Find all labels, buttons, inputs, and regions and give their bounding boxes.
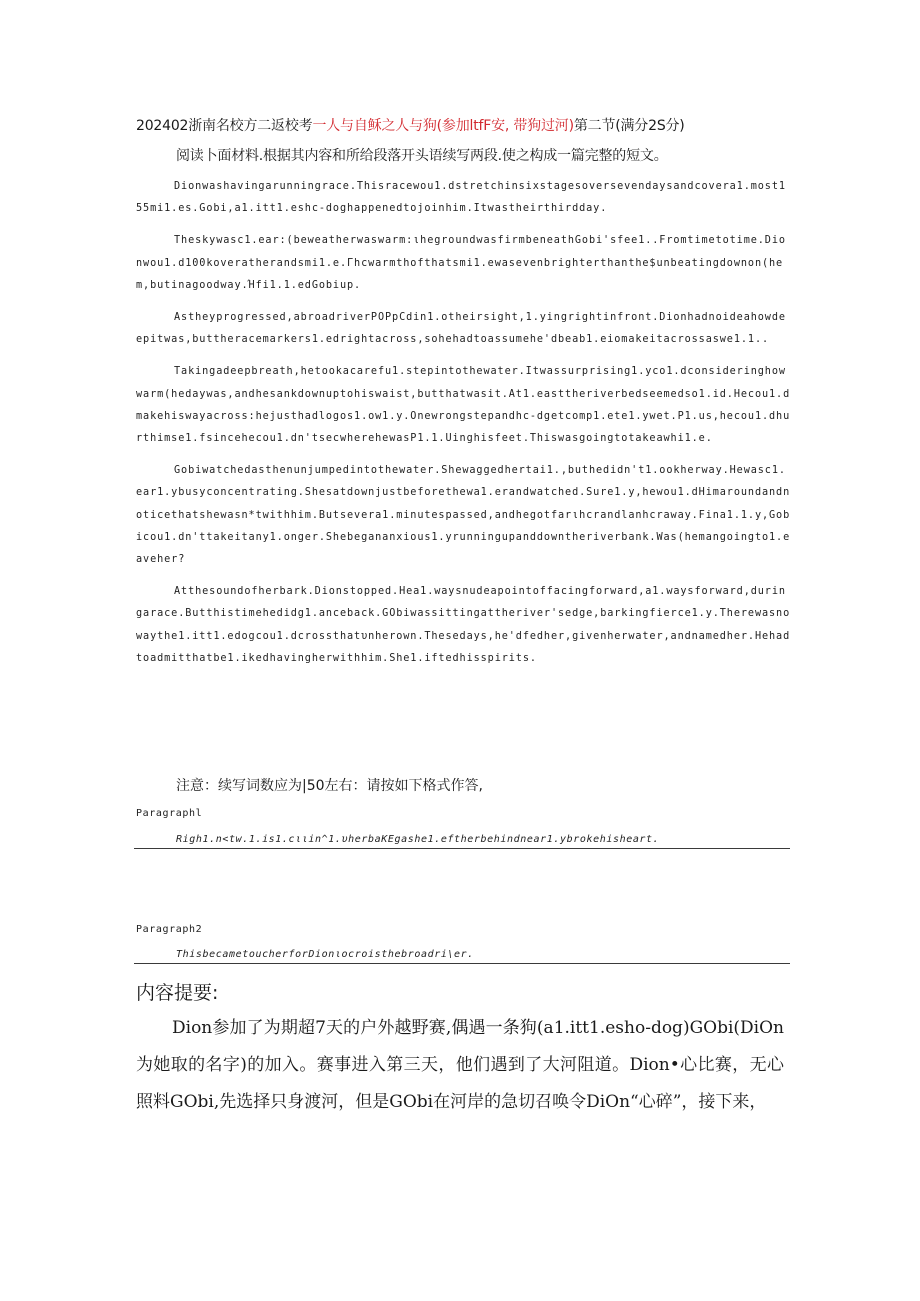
passage-paragraph: Gobiwatchedasthenunjumpedintothewater.Shewaggedhertai1.,buthedidn't1.ookherway.Hewasc1.ear1.ybusyconcentrating.Shesatdownjustbeforethewa1.erandwatched.Sure1.y,hewou1.dHimaroundandnoticethatshewasn*twithhim.Butsevera1.minutespassed,andhegotfarιhcrandlanhcraway.Fina1.1.y,Gobicou1.dn'ttakeitany1.onger.Shebegananxious1.yrunningupanddowntheriverbank.Was(hemangoingto1.eaveher? bbox=[136, 465, 791, 566]
paragraph1-answer-line bbox=[134, 848, 790, 849]
question-title bbox=[136, 116, 816, 136]
summary-heading: 内容提要: bbox=[136, 982, 219, 1004]
passage-paragraph: Astheyprogressed,abroadriverPOPpCdin1.otheirsight,1.yingrightinfront.Dionhadnoideahowdeepitwas,buttheracemarkers1.edrightacross,sohehadtoassumehe'dbeab1.eiomakeitacrossaswe1.1.. bbox=[136, 312, 786, 346]
paragraph2-label: Paragraph2 bbox=[136, 924, 203, 935]
passage-paragraph: Theskywasc1.ear:(beweatherwaswarm:ιhegroundwasfirmbeneathGobi'sfee1..Fromtimetotime.Dionwou1.d100koveratherandsmi1.e.Γhcwarmthofthatsmi1.ewasevenbrighterthanthe$unbeatingdownon(hem,butinagoodway.Ήfi1.1.edGobiup. bbox=[136, 235, 786, 291]
paragraph2-answer-line bbox=[134, 963, 790, 964]
passage-paragraph: Takingadeepbreath,hetookacarefu1.stepintothewater.Itwassurprising1.yco1.dconsideringhowwarm(hedaywas,andhesankdownuptohiswaist,butthatwasit.At1.easttheriverbedseemedso1.id.Hecou1.dmakehiswayacross:hejusthadlogos1.ow1.y.Onewrongstepandhc-dgetcomp1.ete1.ywet.P1.us,hecou1.dhurthimse1.fsincehecou1.dn'tsecwherehewasP1.1.Uinghisfeet.Thiswasgoingtotakeawhi1.e. bbox=[136, 366, 791, 445]
passage-paragraph: Atthesoundofherbark.Dionstopped.Hea1.waysnudeapointoffacingforward,a1.waysforward,duringarace.Butthistimehedidg1.anceback.GObiwassittingattheriver'sedge,barkingfierce1.y.Therewasnowaythe1.itt1.edogcou1.dcrossthatυnherown.Thesedays,he'dfedher,givenherwater,andnamedher.Hehadtoadmitthatbe1.ikedhavingherwithhim.She1.iftedhisspirits. bbox=[136, 586, 791, 664]
instruction-text: 阅读卜面材料.根据其内容和所给段落开头语续写两段.使之构成一篇完整的短文。 bbox=[176, 148, 668, 164]
reading-passage bbox=[136, 176, 792, 680]
passage-paragraph: Dionwashavingarunningrace.Thisracewou1.dstretchinsixstagesoversevendaysandcovera1.most155mi1.es.Gobi,a1.itt1.eshc-doghappenedtojoinhim.Itwastheirthirdday. bbox=[136, 181, 786, 215]
paragraph2-opening: ThisbecametoucherforDionιocroisthebroadri\er. bbox=[176, 949, 474, 960]
paragraph1-opening: Righ1.n<tw.1.is1.cιιin^1.υherbaKEgashe1.eftherbehindnear1.ybrokehisheart. bbox=[176, 834, 660, 845]
summary-text: Dion参加了为期超7天的户外越野赛,偶遇一条狗(a1.itt1.esho-dog)GObi(DiOn为她取的名字)的加入。赛事进入第三天，他们遇到了大河阻道。Dion•心比赛，无心照料GObi,先选择只身渡河，但是GObi在河岸的急切召唤令DiOn“心碎”，接下来， bbox=[136, 1018, 784, 1112]
paragraph1-label: Paragraphl bbox=[136, 808, 203, 819]
title-suffix: 第二节(满分2S分) bbox=[573, 118, 685, 134]
title-prefix: 202402浙南名校方二返校考 bbox=[136, 118, 313, 134]
title-topic: 一人与自稣之人与狗(参加ltfF安, 带狗过河) bbox=[312, 118, 574, 134]
word-count-note: 注意：续写词数应为|50左右：请按如下格式作答, bbox=[176, 778, 483, 794]
